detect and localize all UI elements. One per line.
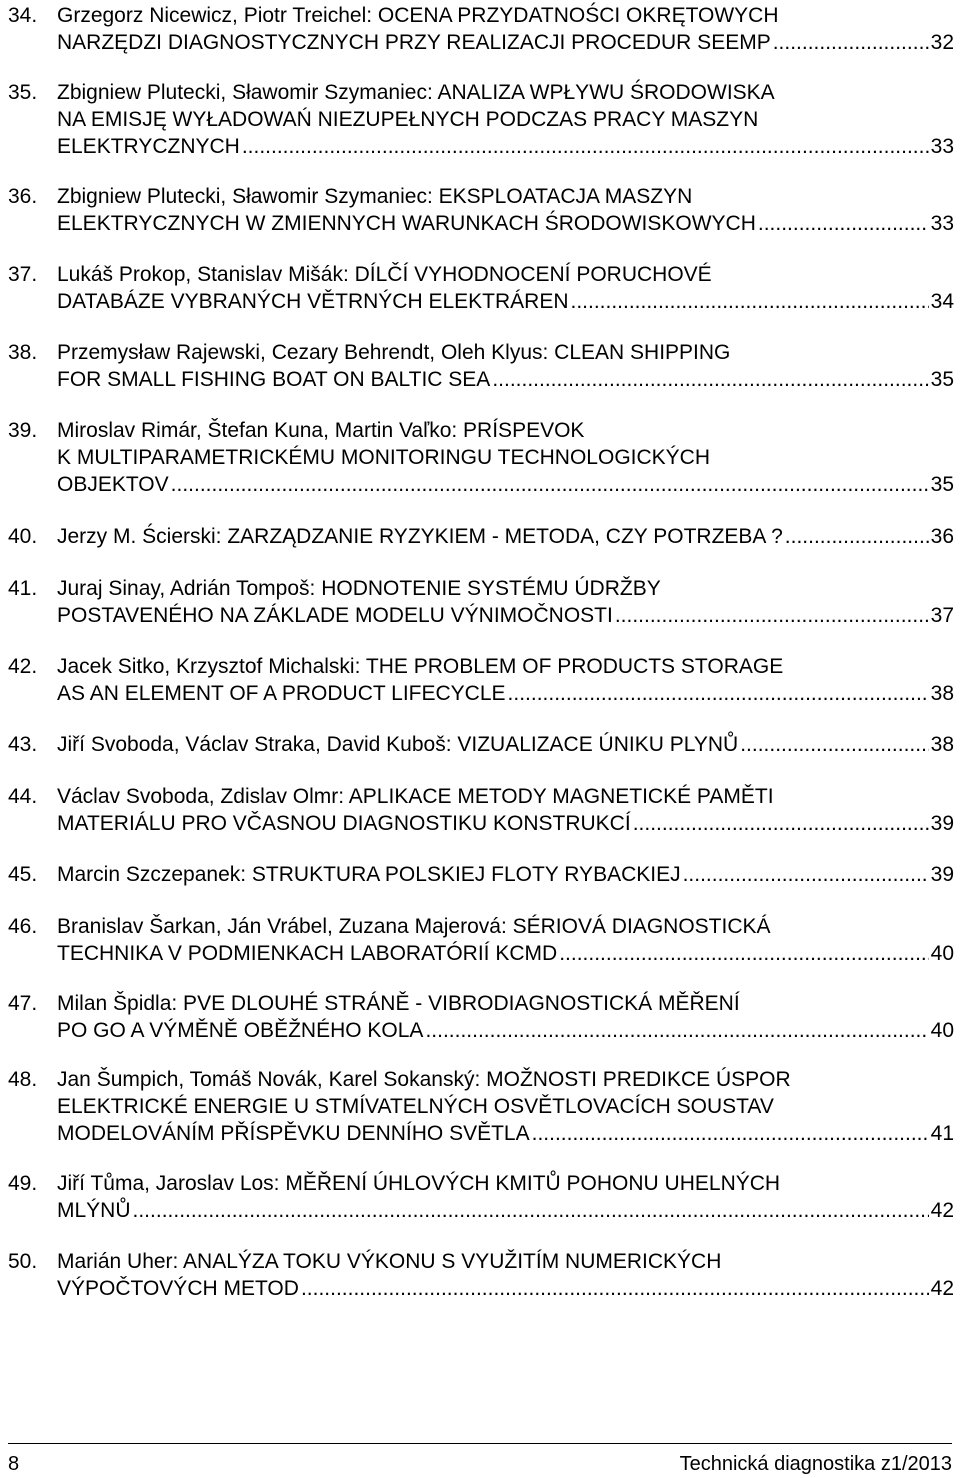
toc-entry-number: 48. [8, 1068, 38, 1091]
toc-entry-number: 41. [8, 577, 38, 600]
toc-entry [8, 339, 954, 393]
toc-entry-page-number: 37 [930, 604, 954, 627]
toc-entry-last-line [57, 731, 954, 758]
toc-entry-title-line: Milan Špidla: PVE DLOUHÉ STRÁNĚ - VIBRODIAGNOSTICKÁ MĚŘENÍ [57, 992, 740, 1015]
toc-entry-title [57, 261, 954, 315]
toc-entry-title-line: NA EMISJĘ WYŁADOWAŃ NIEZUPEŁNYCH PODCZAS PRACY MASZYN [57, 108, 759, 131]
toc-entry-title-line: K MULTIPARAMETRICKÉMU MONITORINGU TECHNOLOGICKÝCH [57, 446, 710, 469]
toc-entry [8, 183, 954, 237]
toc-entry-title-line: NARZĘDZI DIAGNOSTYCZNYCH PRZY REALIZACJI PROCEDUR SEEMP [57, 31, 771, 54]
toc-entry-page-number: 40 [930, 1019, 954, 1042]
toc-entry-title-line: ELEKTRYCZNYCH W ZMIENNYCH WARUNKACH ŚRODOWISKOWYCH [57, 212, 756, 235]
toc-entry-title [57, 1248, 954, 1302]
toc-entry-number: 36. [8, 185, 38, 208]
toc-entry-title-line: Lukáš Prokop, Stanislav Mišák: DÍLČÍ VYHODNOCENÍ PORUCHOVÉ [57, 263, 712, 286]
toc-entry-title [57, 575, 954, 629]
toc-entry-page-number: 35 [930, 368, 954, 391]
toc-entry-last-line [57, 680, 954, 707]
toc-entry [8, 861, 954, 888]
toc-entry-title-line: Jerzy M. Ścierski: ZARZĄDZANIE RYZYKIEM - METODA, CZY POTRZEBA ? [57, 525, 783, 548]
toc-entry [8, 1170, 954, 1224]
toc-entry-title [57, 417, 954, 498]
toc-entry-page-number: 33 [930, 212, 954, 235]
toc-entry-title [57, 990, 954, 1044]
toc-entry-title-line: TECHNIKA V PODMIENKACH LABORATÓRIÍ KCMD [57, 942, 558, 965]
toc-entry-last-line [57, 523, 954, 550]
dot-leader [133, 1197, 929, 1224]
toc-entry-title-line: Marcin Szczepanek: STRUKTURA POLSKIEJ FLOTY RYBACKIEJ [57, 863, 681, 886]
toc-entry-title-line: FOR SMALL FISHING BOAT ON BALTIC SEA [57, 368, 491, 391]
toc-entry-number: 39. [8, 419, 38, 442]
dot-leader [508, 680, 929, 707]
dot-leader [425, 1017, 928, 1044]
toc-entry-title [57, 783, 954, 837]
toc-entry-title [57, 1170, 954, 1224]
toc-entry-last-line [57, 1275, 954, 1302]
toc-entry-title [57, 339, 954, 393]
toc-entry-title-line: OBJEKTOV [57, 473, 169, 496]
toc-entry-title-line: VÝPOČTOVÝCH METOD [57, 1277, 299, 1300]
toc-entry [8, 1248, 954, 1302]
toc-entry-page-number: 41 [930, 1122, 954, 1145]
dot-leader [758, 210, 929, 237]
toc-entry-page-number: 35 [930, 473, 954, 496]
dot-leader [773, 29, 929, 56]
toc-entry-title [57, 913, 954, 967]
toc-entry [8, 653, 954, 707]
toc-entry-title-line: Jiří Svoboda, Václav Straka, David Kuboš: VIZUALIZACE ÚNIKU PLYNŮ [57, 733, 739, 756]
toc-entry-number: 45. [8, 863, 38, 886]
toc-entry-number: 46. [8, 915, 38, 938]
dot-leader [571, 288, 929, 315]
dot-leader [615, 602, 929, 629]
toc-entry-last-line [57, 1197, 954, 1224]
toc-entry-last-line [57, 602, 954, 629]
toc-entry-page-number: 42 [930, 1277, 954, 1300]
toc-entry-title-line: POSTAVENÉHO NA ZÁKLADE MODELU VÝNIMOČNOSTI [57, 604, 613, 627]
toc-entry-last-line [57, 861, 954, 888]
toc-entry [8, 990, 954, 1044]
dot-leader [492, 366, 928, 393]
toc-entry-number: 38. [8, 341, 38, 364]
toc-entry-title [57, 523, 954, 550]
toc-entry-title-line: Jan Šumpich, Tomáš Novák, Karel Sokanský: MOŽNOSTI PREDIKCE ÚSPOR [57, 1068, 791, 1091]
toc-entry-number: 47. [8, 992, 38, 1015]
toc-entry-page-number: 36 [930, 525, 954, 548]
toc-entry-page-number: 42 [930, 1199, 954, 1222]
toc-entry-title-line: PO GO A VÝMĚNĚ OBĚŽNÉHO KOLA [57, 1019, 424, 1042]
toc-entry-title-line: Zbigniew Plutecki, Sławomir Szymaniec: ANALIZA WPŁYWU ŚRODOWISKA [57, 81, 775, 104]
toc-entry [8, 1066, 954, 1147]
toc-entry [8, 783, 954, 837]
toc-entry-title-line: Przemysław Rajewski, Cezary Behrendt, Oleh Klyus: CLEAN SHIPPING [57, 341, 731, 364]
toc-entry-number: 50. [8, 1250, 38, 1273]
footer-journal-title: Technická diagnostika z1/2013 [679, 1453, 952, 1475]
dot-leader [171, 471, 929, 498]
toc-entry-title-line: MATERIÁLU PRO VČASNOU DIAGNOSTIKU KONSTRUKCÍ [57, 812, 631, 835]
toc-entry-page-number: 39 [930, 863, 954, 886]
toc-entry-title-line: ELEKTRICKÉ ENERGIE U STMÍVATELNÝCH OSVĚTLOVACÍCH SOUSTAV [57, 1095, 774, 1118]
toc-entry [8, 79, 954, 160]
toc-entry-title-line: Miroslav Rimár, Štefan Kuna, Martin Vaľko: PRÍSPEVOK [57, 419, 585, 442]
toc-entry-number: 37. [8, 263, 38, 286]
toc-entry-page-number: 40 [930, 942, 954, 965]
footer-page-number: 8 [8, 1453, 20, 1475]
toc-entry-last-line [57, 810, 954, 837]
dot-leader [242, 133, 929, 160]
toc-entry-last-line [57, 471, 954, 498]
toc-entry-page-number: 34 [930, 290, 954, 313]
dot-leader [532, 1120, 929, 1147]
toc-entry-last-line [57, 29, 954, 56]
toc-entry-number: 49. [8, 1172, 38, 1195]
toc-entry-number: 34. [8, 4, 38, 27]
toc-entry-number: 35. [8, 81, 38, 104]
toc-entry-title-line: Zbigniew Plutecki, Sławomir Szymaniec: EKSPLOATACJA MASZYN [57, 185, 693, 208]
toc-entry [8, 523, 954, 550]
toc-entry-number: 42. [8, 655, 38, 678]
toc-entry-title [57, 1066, 954, 1147]
toc-entry-title-line: Marián Uher: ANALÝZA TOKU VÝKONU S VYUŽITÍM NUMERICKÝCH [57, 1250, 722, 1273]
toc-entry-title-line: Branislav Šarkan, Ján Vrábel, Zuzana Majerová: SÉRIOVÁ DIAGNOSTICKÁ [57, 915, 771, 938]
toc-entry-title [57, 2, 954, 56]
toc-entry-last-line [57, 133, 954, 160]
toc-entry [8, 913, 954, 967]
toc-entry-title [57, 861, 954, 888]
toc-entry-page-number: 38 [930, 682, 954, 705]
toc-entry-title-line: DATABÁZE VYBRANÝCH VĚTRNÝCH ELEKTRÁREN [57, 290, 569, 313]
toc-entry [8, 731, 954, 758]
footer-divider [8, 1443, 952, 1444]
toc-entry [8, 2, 954, 56]
toc-entry-title-line: Václav Svoboda, Zdislav Olmr: APLIKACE METODY MAGNETICKÉ PAMĚTI [57, 785, 774, 808]
toc-entry-title-line: MODELOVÁNÍM PŘÍSPĚVKU DENNÍHO SVĚTLA [57, 1122, 530, 1145]
dot-leader [785, 523, 929, 550]
toc-entry-page-number: 32 [930, 31, 954, 54]
toc-entry [8, 575, 954, 629]
toc-entry-title-line: ELEKTRYCZNYCH [57, 135, 240, 158]
toc-entry-page-number: 33 [930, 135, 954, 158]
toc-entry-last-line [57, 288, 954, 315]
dot-leader [633, 810, 929, 837]
toc-entry-title-line: Juraj Sinay, Adrián Tompoš: HODNOTENIE SYSTÉMU ÚDRŽBY [57, 577, 661, 600]
toc-entry-last-line [57, 210, 954, 237]
toc-entry-title [57, 79, 954, 160]
toc-entry-title [57, 731, 954, 758]
dot-leader [740, 731, 928, 758]
toc-entry-last-line [57, 366, 954, 393]
toc-entry-number: 44. [8, 785, 38, 808]
toc-entry-last-line [57, 940, 954, 967]
toc-entry-page-number: 38 [930, 733, 954, 756]
toc-entry-last-line [57, 1017, 954, 1044]
toc-entry-title-line: Jiří Tůma, Jaroslav Los: MĚŘENÍ ÚHLOVÝCH KMITŮ POHONU UHELNÝCH [57, 1172, 781, 1195]
toc-entry-title-line: AS AN ELEMENT OF A PRODUCT LIFECYCLE [57, 682, 506, 705]
toc-entry-number: 40. [8, 525, 38, 548]
dot-leader [559, 940, 928, 967]
toc-entry [8, 417, 954, 498]
toc-entry-title-line: Jacek Sitko, Krzysztof Michalski: THE PROBLEM OF PRODUCTS STORAGE [57, 655, 784, 678]
toc-entry-title [57, 653, 954, 707]
dot-leader [683, 861, 929, 888]
toc-entry [8, 261, 954, 315]
dot-leader [301, 1275, 929, 1302]
toc-entry-page-number: 39 [930, 812, 954, 835]
toc-entry-title-line: MLÝNŮ [57, 1199, 131, 1222]
toc-entry-title [57, 183, 954, 237]
toc-entry-number: 43. [8, 733, 38, 756]
toc-entry-title-line: Grzegorz Nicewicz, Piotr Treichel: OCENA PRZYDATNOŚCI OKRĘTOWYCH [57, 4, 779, 27]
toc-entry-last-line [57, 1120, 954, 1147]
